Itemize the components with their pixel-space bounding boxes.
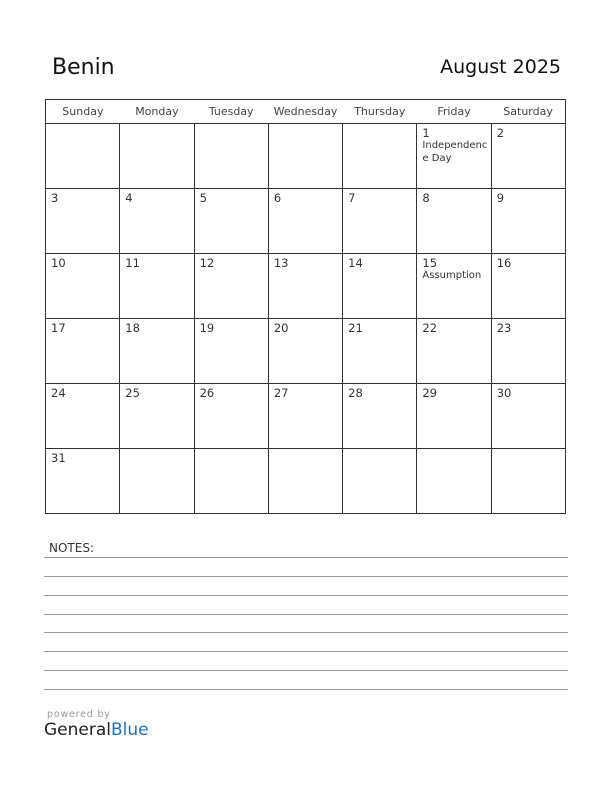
day-number: 11 — [125, 256, 140, 270]
day-cell — [343, 384, 417, 449]
day-number: 6 — [273, 191, 282, 205]
day-cell — [417, 189, 491, 254]
day-cell — [491, 189, 565, 254]
day-number: 7 — [348, 191, 356, 205]
weekday-tuesday: Tuesday — [194, 100, 268, 124]
note-line — [44, 670, 568, 671]
note-line — [44, 557, 568, 558]
week-row — [46, 384, 566, 449]
day-number: 2 — [496, 126, 505, 140]
day-cell — [343, 449, 417, 514]
weekday-saturday: Saturday — [491, 100, 565, 124]
day-cell — [120, 384, 194, 449]
day-cell — [343, 319, 417, 384]
day-cell — [46, 124, 120, 189]
day-cell — [120, 124, 194, 189]
day-cell — [491, 254, 565, 319]
country-title: Benin — [52, 55, 115, 80]
note-line — [44, 689, 568, 690]
note-line — [44, 595, 568, 596]
day-number: 27 — [273, 386, 289, 400]
day-cell — [46, 384, 120, 449]
day-cell — [194, 189, 268, 254]
day-number: 9 — [496, 191, 505, 205]
day-number: 28 — [348, 386, 363, 400]
day-number: 20 — [273, 321, 289, 335]
day-cell — [417, 449, 491, 514]
weekday-friday: Friday — [417, 100, 491, 124]
day-number: 10 — [51, 256, 66, 270]
logo-blue: Blue — [111, 720, 149, 740]
week-row — [46, 254, 566, 319]
day-cell — [194, 449, 268, 514]
week-row — [46, 189, 566, 254]
note-line — [44, 651, 568, 652]
powered-by-text: powered by — [47, 709, 111, 720]
day-number: 31 — [51, 451, 66, 465]
day-number: 4 — [125, 191, 133, 205]
day-cell — [268, 189, 342, 254]
day-cell — [268, 254, 342, 319]
day-number: 13 — [273, 256, 289, 270]
day-cell — [343, 124, 417, 189]
week-row — [46, 124, 566, 189]
week-row — [46, 449, 566, 514]
generalblue-logo — [44, 720, 149, 740]
day-cell — [194, 254, 268, 319]
day-cell — [491, 449, 565, 514]
day-cell — [194, 319, 268, 384]
day-cell — [268, 384, 342, 449]
day-number: 24 — [51, 386, 66, 400]
day-cell — [491, 124, 565, 189]
day-number: 23 — [496, 321, 512, 335]
weekday-header-row — [46, 100, 566, 124]
calendar-grid — [45, 99, 566, 514]
day-cell — [491, 384, 565, 449]
day-number: 5 — [199, 191, 207, 205]
day-cell — [268, 124, 342, 189]
note-line — [44, 632, 568, 633]
weekday-wednesday: Wednesday — [268, 100, 342, 124]
note-line — [44, 614, 568, 615]
day-cell — [120, 319, 194, 384]
day-cell — [268, 319, 342, 384]
day-cell — [417, 319, 491, 384]
day-cell — [46, 189, 120, 254]
day-cell — [46, 319, 120, 384]
day-number: 21 — [348, 321, 363, 335]
day-cell — [194, 384, 268, 449]
day-number: 26 — [199, 386, 215, 400]
day-number: 29 — [422, 386, 438, 400]
week-row — [46, 319, 566, 384]
day-cell — [343, 254, 417, 319]
day-number: 19 — [199, 321, 215, 335]
day-number: 14 — [348, 256, 363, 270]
day-number: 18 — [125, 321, 140, 335]
day-cell — [46, 254, 120, 319]
day-number: 25 — [125, 386, 140, 400]
day-cell — [120, 189, 194, 254]
holiday-label: Independence Day — [422, 140, 488, 164]
day-number: 12 — [199, 256, 215, 270]
day-number: 8 — [422, 191, 430, 205]
day-number: 1 — [422, 126, 430, 140]
day-number: 3 — [51, 191, 59, 205]
day-number: 16 — [496, 256, 512, 270]
notes-label: NOTES: — [49, 541, 94, 555]
day-cell — [194, 124, 268, 189]
day-cell — [268, 449, 342, 514]
day-cell — [417, 384, 491, 449]
day-number: 22 — [422, 321, 438, 335]
day-cell — [120, 254, 194, 319]
day-cell — [46, 449, 120, 514]
day-cell — [120, 449, 194, 514]
day-cell — [417, 254, 491, 319]
day-number: 30 — [496, 386, 512, 400]
month-title: August 2025 — [440, 56, 561, 78]
note-line — [44, 576, 568, 577]
holiday-label: Assumption — [422, 270, 482, 281]
day-number: 17 — [51, 321, 66, 335]
day-number: 15 — [422, 256, 438, 270]
weekday-sunday: Sunday — [46, 100, 120, 124]
weekday-monday: Monday — [120, 100, 194, 124]
weekday-thursday: Thursday — [343, 100, 417, 124]
day-cell — [343, 189, 417, 254]
day-cell — [417, 124, 491, 189]
logo-general: General — [44, 720, 111, 740]
day-cell — [491, 319, 565, 384]
